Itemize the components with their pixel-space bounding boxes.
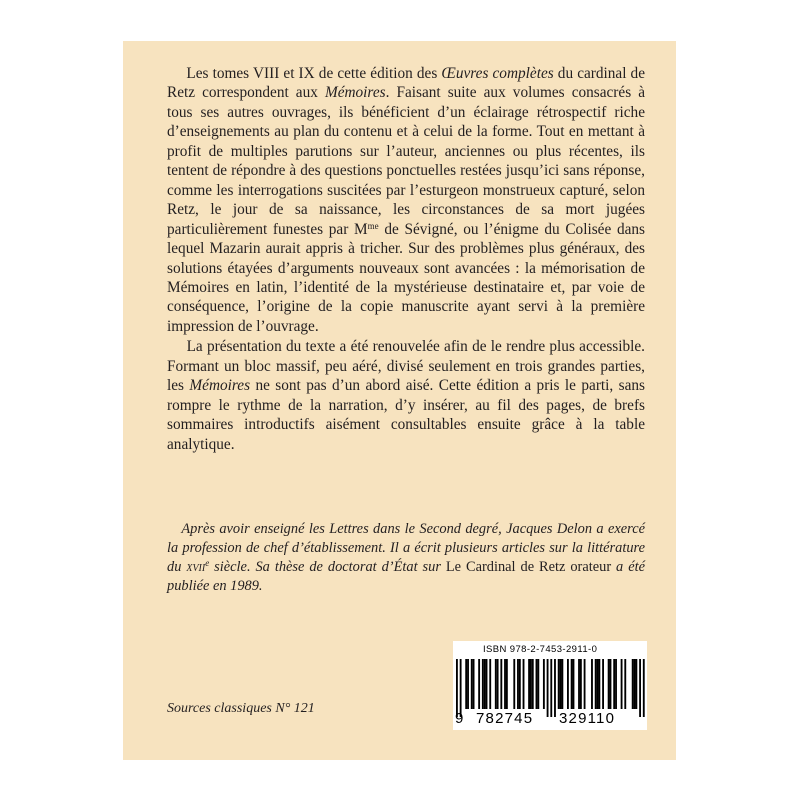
barcode-bar <box>528 659 530 709</box>
barcode-bar <box>519 659 521 709</box>
barcode-bar <box>613 659 615 709</box>
barcode-bar <box>632 659 634 709</box>
barcode-bar <box>571 659 573 709</box>
barcode-digit-group-2: 329110 <box>559 710 616 727</box>
barcode-bar <box>598 659 600 709</box>
barcode-bar <box>561 659 563 709</box>
barcode-bar <box>471 659 473 709</box>
barcode-bar <box>567 659 569 709</box>
barcode-icon <box>456 659 646 717</box>
description-paragraph-2: La présentation du texte a été renouvelée afin de le rendre plus accessible. Formant un bloc massif, peu aéré, divisé seulement en trois grandes parties, les Mémoires ne sont pas d’un abord aisé. Cette édition a pris le parti, sans rompre le rythme de la narration, d’y insérer, au fil des pages, de brefs sommaires introductifs aisément consultables ensuite grâce à la table analytique. <box>167 338 645 453</box>
title-oeuvres-completes: Œuvres complètes <box>441 65 554 82</box>
barcode-bar <box>608 659 610 709</box>
barcode-bar <box>550 659 552 717</box>
barcode-bar <box>489 659 491 709</box>
barcode-bar <box>621 659 623 709</box>
barcode-bar <box>465 659 467 709</box>
barcode-bar <box>513 659 515 709</box>
barcode-bar <box>584 659 586 709</box>
barcode-bar <box>547 659 549 717</box>
barcode-bar <box>504 659 506 709</box>
barcode-bar <box>473 659 475 709</box>
barcode-bar <box>506 659 508 709</box>
barcode-bar <box>639 659 641 717</box>
barcode-digit-first: 9 <box>455 710 465 727</box>
barcode-bar <box>530 659 532 709</box>
barcode-bar <box>615 659 617 709</box>
description-paragraph-1: Les tomes VIII et IX de cette édition des Œuvres complètes du cardinal de Retz correspondent aux Mémoires. Faisant suite aux volumes consacrés à tous ses autres ouvrages, ils bénéficient d’un éclairage rétrospectif riche d’enseignements au plan du contenu et à celui de la forme. Tout en mettant à profit de multiples parutions sur l’auteur, anciennes ou plus récentes, ils tentent de répondre à des questions ponctuelles restées jusqu’ici sans réponse, comme les interrogations suscitées par l’esturgeon monstrueux capturé, selon Retz, le jour de sa naissance, les circonstances de sa mort jugées particulièrement funestes par $M^{me}$ de Sévigné, ou l’énigme du Colisée dans lequel Mazarin aurait appris à tricher. Sur des problèmes plus généraux, des solutions étayées d’arguments nouveaux sont avancées : la mémorisation de Mémoires en latin, l’identité de la mystérieuse destinataire et, par voie de conséquence, l’origine de la copie manuscrite ayant servi à la première impression de l’ouvrage. <box>167 65 645 335</box>
barcode-bar <box>460 659 462 717</box>
barcode-bar <box>573 659 575 709</box>
barcode-bar <box>484 659 486 709</box>
series-label: Sources classiques N° 121 <box>167 701 315 716</box>
barcode-bar <box>558 659 560 709</box>
barcode-bar <box>602 659 604 709</box>
barcode-bar <box>497 659 499 709</box>
title-memoires-2: Mémoires <box>189 377 251 395</box>
thesis-title: Le Cardinal de Retz orateur <box>445 559 612 575</box>
barcode-bar <box>523 659 525 709</box>
barcode-bar <box>624 659 626 709</box>
barcode-bar <box>517 659 519 709</box>
barcode-bar <box>536 659 538 709</box>
barcode-bar <box>554 659 556 717</box>
barcode-bar <box>482 659 484 709</box>
title-memoires: Mémoires <box>324 84 386 102</box>
barcode-bar <box>597 659 599 709</box>
barcode-bar <box>478 659 480 709</box>
barcode-bar <box>500 659 502 709</box>
barcode-digit-group-1: 782745 <box>476 710 534 727</box>
barcode-bar <box>486 659 488 709</box>
barcode-bar <box>456 659 458 717</box>
barcode-bar <box>495 659 497 709</box>
barcode-bar <box>532 659 534 709</box>
barcode-bar <box>537 659 539 709</box>
barcode-bar <box>543 659 545 709</box>
barcode-bar <box>580 659 582 709</box>
barcode-bar <box>560 659 562 709</box>
barcode-bar <box>467 659 469 709</box>
barcode-bar <box>634 659 636 709</box>
author-bio: Après avoir enseigné les Lettres dans le Second degré, Jacques Delon a exercé la profession de chef d’établissement. Il a écrit plusieurs articles sur la littérature du xvii$^e$ siècle. Sa thèse de doctorat d’État sur Le Cardinal de Retz orateur a été publiée en 1989. <box>167 521 645 594</box>
barcode-bar <box>578 659 580 709</box>
isbn-label: ISBN 978-2-7453-2911-0 <box>483 644 598 655</box>
barcode-bar <box>595 659 597 709</box>
book-description <box>167 64 645 454</box>
barcode-bar <box>635 659 637 709</box>
barcode-bar <box>591 659 593 709</box>
barcode-bar <box>610 659 612 709</box>
barcode-bar <box>643 659 645 717</box>
